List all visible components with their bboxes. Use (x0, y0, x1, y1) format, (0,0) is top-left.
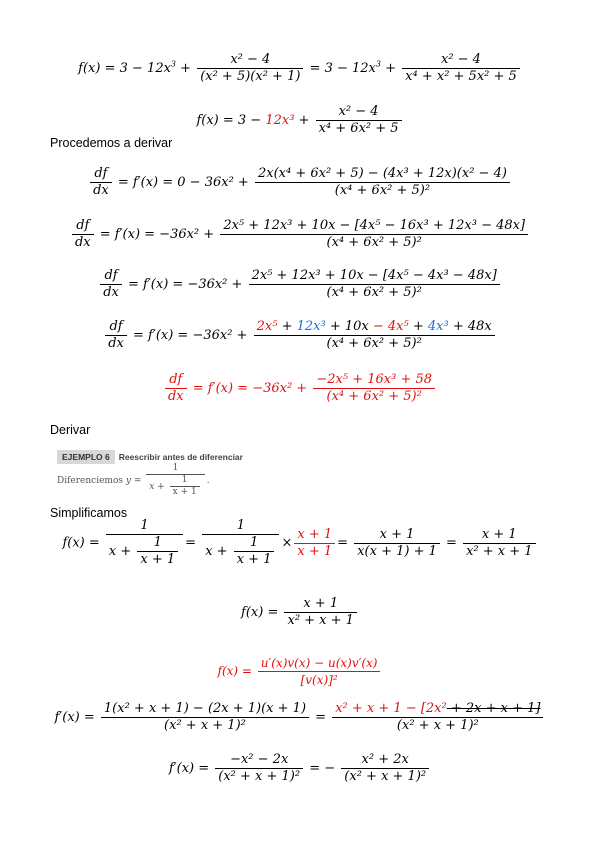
df-dx-1: $\frac{df}{dx}$ (90, 166, 112, 199)
d4-numerator: 2x⁵ + 12x³ + 10x − 4x⁵ + 4x³ + 48x (254, 319, 495, 336)
eq1-fraction-2: $\frac{\text{x² − 4}}{\text{x⁴ + x² + 5x² + 5}}$ (402, 52, 520, 85)
d4-rhs: = f′(x) = −36x² + (133, 328, 248, 343)
p-fraction-2: $\frac{\text{x² + x + 1 − [2x² + 2x + x + 1]}}{\text{(x² + x + 1)²}}$ (332, 701, 543, 734)
derivative-line-4 (0, 319, 600, 352)
equation-line-2: f(x) = 3 − 12x³ + $\frac{\text{x² − 4}}{\text{x⁴ + 6x² + 5}}$ (0, 104, 600, 137)
d2-fraction: $\frac{\text{2x⁵ + 12x³ + 10x − [4x⁵ − 16x³ + 12x³ − 48x]}}{\text{(x⁴ + 6x² + 5)²}}$ (220, 218, 528, 251)
df-dx-4: $\frac{df}{dx}$ (105, 319, 127, 352)
p-lhs: f′(x) = (54, 710, 95, 725)
s1-fraction-4: $\frac{x + 1}{\text{x² + x + 1}}$ (463, 527, 535, 560)
ejemplo-fraction: 1 x + $\frac{1}{x + 1}$ (146, 463, 204, 498)
simplification-line: f(x) = 1 x + $\frac{1}{x + 1}$ = 1 x + $\frac{1}{x + 1}$ × $\frac{x + 1}{x + 1}$ = $\frac{x + 1}{x(x + 1) + 1}$ = $\frac{x + 1}{\text{x² + x + 1}}$ (0, 518, 600, 568)
r-mid: = − (309, 761, 336, 776)
ejemplo-lhs: y = (125, 476, 142, 486)
eq1-fraction-1: $\frac{\text{x² − 4}}{\text{(x² + 5)(x² + 1)}}$ (197, 52, 303, 85)
ejemplo-box (57, 447, 277, 507)
s1-lhs: f(x) = (62, 535, 100, 551)
s2-fraction: $\frac{x + 1}{\text{x² + x + 1}}$ (284, 596, 356, 629)
ejemplo-inner-fraction: $\frac{1}{x + 1}$ (170, 475, 200, 498)
simplified-line (0, 596, 600, 629)
derivative-line-2 (0, 218, 600, 251)
s1-fraction-1: 1 x + $\frac{1}{x + 1}$ (106, 518, 183, 568)
ejemplo-prefix: Diferenciemos (57, 476, 123, 486)
derivative-line-5 (0, 372, 600, 405)
q-lhs: f(x) = (217, 664, 252, 678)
derivative-line-1 (0, 166, 600, 199)
d3-fraction: $\frac{\text{2x⁵ + 12x³ + 10x − [4x⁵ − 4x³ − 48x]}}{\text{(x⁴ + 6x² + 5)²}}$ (249, 268, 500, 301)
df-dx-2: $\frac{df}{dx}$ (72, 218, 94, 251)
eq2-lhs: f(x) = 3 − (196, 113, 266, 128)
derivative-line-3 (0, 268, 600, 301)
d3-rhs: = f′(x) = −36x² + (128, 277, 243, 292)
s1-fraction-2: 1 x + $\frac{1}{x + 1}$ (202, 518, 279, 568)
p-fraction-1: $\frac{\text{1(x² + x + 1) − (2x + 1)(x + 1)}}{\text{(x² + x + 1)²}}$ (101, 701, 309, 734)
d4-fraction: $\frac{\text{2x⁵ + 12x³ + 10x − 4x⁵ + 4x³ + 48x}}{\text{(x⁴ + 6x² + 5)²}}$ (254, 319, 495, 352)
d1-rhs: = f′(x) = 0 − 36x² + (117, 175, 249, 190)
derivative-simplify-line: f′(x) = $\frac{\text{1(x² + x + 1) − (2x + 1)(x + 1)}}{\text{(x² + x + 1)²}}$ = $\frac{\text{x² + x + 1 − [2x² + 2x + x + 1]}}{\text{(x² + x + 1)²}}$ (0, 701, 600, 734)
d5-rhs: = f′(x) = −36x² + (192, 381, 308, 396)
d2-rhs: = f′(x) = −36x² + (99, 227, 215, 242)
result-line (0, 752, 600, 785)
quotient-rule-line (0, 655, 600, 688)
ejemplo-title: Reescribir antes de diferenciar (118, 452, 243, 462)
df-dx-5: $\frac{df}{dx}$ (165, 372, 187, 405)
r-fraction-2: $\frac{\text{x² + 2x}}{\text{(x² + x + 1)²}}$ (341, 752, 429, 785)
equation-line-1: $f(x) = 3 - 12x^3$ + $\frac{\text{x² − 4}}{\text{(x² + 5)(x² + 1)}}$ = $3 - 12x^3$ + $\frac{\text{x² − 4}}{\text{x⁴ + x² + 5x² + 5}}$ (0, 52, 600, 85)
eq2-fraction: $\frac{\text{x² − 4}}{\text{x⁴ + 6x² + 5}}$ (316, 104, 402, 137)
s2-lhs: f(x) = (241, 605, 279, 620)
s1-red-fraction: $\frac{x + 1}{x + 1}$ (294, 527, 335, 560)
eq2-red-term: 12x³ (265, 113, 295, 128)
ejemplo-tag: EJEMPLO 6 (57, 450, 115, 464)
s1-fraction-3: $\frac{x + 1}{x(x + 1) + 1}$ (354, 527, 440, 560)
ejemplo-statement: Diferenciemos y = 1 x + $\frac{1}{x + 1}$ . (57, 463, 210, 497)
d5-fraction: $\frac{\text{−2x⁵ + 16x³ + 58}}{\text{(x⁴ + 6x² + 5)²}}$ (313, 372, 435, 405)
procedemos-text: Procedemos a derivar (50, 136, 173, 150)
d1-fraction: $\frac{\text{2x(x⁴ + 6x² + 5) − (4x³ + 12x)(x² − 4)}}{\text{(x⁴ + 6x² + 5)²}}$ (255, 166, 510, 199)
df-dx-3: $\frac{df}{dx}$ (100, 268, 122, 301)
q-fraction: $\frac{u'(x)v(x) - u(x)v'(x)}{\text{[v(x)]²}}$ (258, 655, 381, 688)
simplificamos-text: Simplificamos (50, 506, 128, 520)
derivar-text: Derivar (50, 423, 91, 437)
r-fraction-1: $\frac{\text{−x² − 2x}}{\text{(x² + x + 1)²}}$ (215, 752, 303, 785)
r-lhs: f′(x) = (168, 761, 210, 776)
eq1-mid: = 3 − 12x (309, 61, 376, 76)
eq1-lhs: f(x) = 3 − 12x (78, 61, 171, 76)
